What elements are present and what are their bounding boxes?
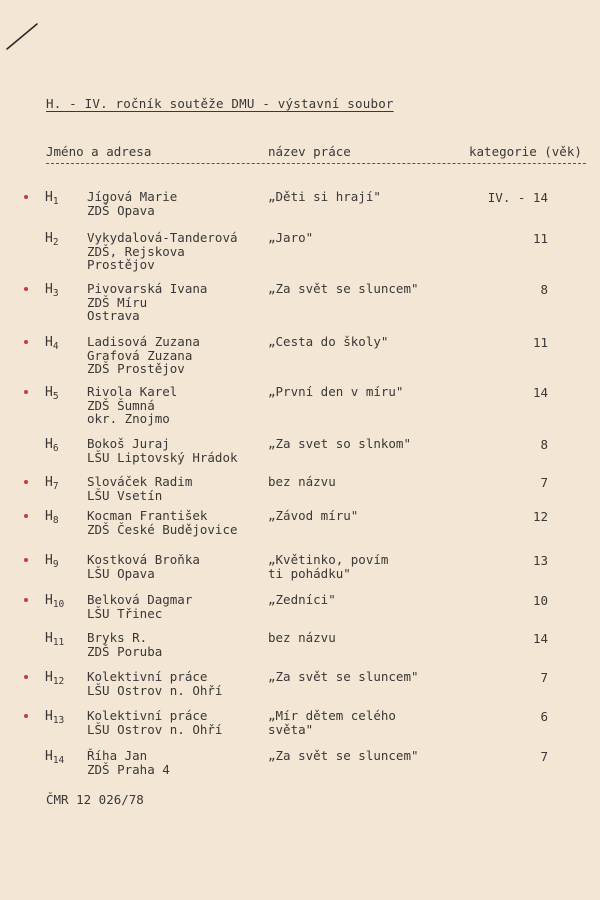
entry-work-title — [268, 385, 403, 399]
entry-work-title — [268, 709, 396, 736]
red-check-dot — [24, 598, 28, 602]
entry-code-letter: H — [45, 437, 53, 452]
name-line: Vykydalová-Tanderová — [87, 230, 238, 245]
entry-code-letter: H — [45, 593, 53, 608]
name-line: ZDŠ Poruba — [87, 643, 163, 659]
work-line: „Za svět se sluncem" — [268, 281, 419, 296]
entry-work-title — [268, 593, 336, 607]
entry-code-number: 1 — [52, 196, 59, 207]
entry-code-number: 3 — [52, 288, 59, 299]
entry-code-number: 9 — [52, 559, 59, 570]
entry-row — [0, 231, 600, 281]
entry-code-letter: H — [45, 749, 53, 764]
entry-code — [45, 749, 64, 764]
entry-code — [45, 593, 64, 608]
entry-work-title — [268, 335, 388, 349]
entry-code — [45, 670, 64, 685]
name-line: LŠU Liptovský Hrádok — [87, 449, 238, 465]
name-line: ZDŠ České Budějovice — [87, 521, 238, 537]
name-line: ZDŠ Míru — [87, 294, 148, 310]
entry-code-number: 14 — [52, 755, 65, 766]
entry-code-letter: H — [45, 670, 53, 685]
work-line: „Jaro" — [268, 230, 314, 245]
entry-category: IV. - 14 — [487, 190, 548, 205]
entry-code-letter: H — [45, 631, 53, 646]
footer-reference: ČMR 12 026/78 — [46, 792, 144, 807]
column-header-name: Jméno a adresa — [46, 144, 152, 159]
entry-work-title — [268, 231, 313, 245]
work-line: světa" — [268, 721, 314, 737]
name-line: Bokoš Juraj — [87, 436, 170, 451]
entry-name-address — [87, 709, 222, 736]
entry-name-address — [87, 190, 177, 217]
work-line: „Květinko, povím — [268, 552, 389, 567]
entry-category: 12 — [532, 509, 548, 524]
entry-code — [45, 190, 59, 205]
name-line: LŠU Ostrov n. Ohří — [87, 721, 223, 737]
entry-category: 11 — [532, 335, 548, 350]
name-line: Kolektivní práce — [87, 669, 208, 684]
entry-code-number: 8 — [52, 515, 59, 526]
entry-work-title — [268, 509, 358, 523]
entry-code-number: 10 — [52, 599, 65, 610]
entry-row — [0, 385, 600, 435]
entry-code-letter: H — [45, 231, 53, 246]
entry-work-title — [268, 631, 336, 645]
work-line: „Závod míru" — [268, 508, 359, 523]
entry-category: 7 — [540, 749, 548, 764]
work-line: „Cesta do školy" — [268, 334, 389, 349]
entry-category: 7 — [540, 670, 548, 685]
name-line: Pivovarská Ivana — [87, 281, 208, 296]
entry-code-letter: H — [45, 335, 53, 350]
entry-name-address — [87, 749, 170, 776]
entry-category: 10 — [532, 593, 548, 608]
entry-work-title — [268, 553, 388, 580]
entry-code — [45, 437, 59, 452]
name-line: LŠU Opava — [87, 565, 155, 581]
entry-code-number: 7 — [52, 481, 59, 492]
entry-name-address — [87, 282, 207, 323]
header-divider — [46, 163, 586, 164]
work-line: „Zedníci" — [268, 592, 336, 607]
name-line: LŠU Ostrov n. Ohří — [87, 682, 223, 698]
entry-code — [45, 335, 59, 350]
name-line: Grafová Zuzana — [87, 347, 193, 363]
entry-code-letter: H — [45, 475, 53, 490]
name-line: Kostková Broňka — [87, 552, 200, 567]
entry-category: 8 — [540, 437, 548, 452]
entry-work-title — [268, 749, 419, 763]
red-check-dot — [24, 480, 28, 484]
entry-code-letter: H — [45, 553, 53, 568]
work-line: „Za svět se sluncem" — [268, 748, 419, 763]
name-line: Prostějov — [87, 257, 155, 272]
entry-code — [45, 509, 59, 524]
name-line: ZDŠ Šumná — [87, 397, 155, 413]
name-line: Rivola Karel — [87, 384, 178, 399]
work-line: „Děti si hrají" — [268, 189, 381, 204]
name-line: Jígová Marie — [87, 189, 178, 204]
red-check-dot — [24, 287, 28, 291]
name-line: Bryks R. — [87, 630, 148, 645]
name-line: ZDŠ, Rejskova — [87, 243, 185, 259]
entry-category: 6 — [540, 709, 548, 724]
entry-category: 14 — [532, 631, 548, 646]
entry-code-number: 11 — [52, 637, 65, 648]
entry-code-letter: H — [45, 509, 53, 524]
entry-code-number: 13 — [52, 715, 65, 726]
document-title: H. - IV. ročník soutěže DMU - výstavní soubor — [46, 96, 394, 111]
red-check-dot — [24, 514, 28, 518]
name-line: Kolektivní práce — [87, 708, 208, 723]
entry-code — [45, 231, 59, 246]
entry-row — [0, 282, 600, 332]
entry-code — [45, 553, 59, 568]
name-line: ZDŠ Prostějov — [87, 361, 185, 376]
name-line: ZDŠ Opava — [87, 202, 155, 218]
red-check-dot — [24, 714, 28, 718]
work-line: „Za svět se sluncem" — [268, 669, 419, 684]
work-line: „První den v míru" — [268, 384, 404, 399]
work-line: bez názvu — [268, 474, 336, 489]
column-header-category: kategorie (věk) — [469, 144, 582, 159]
entry-work-title — [268, 437, 411, 451]
red-check-dot — [24, 390, 28, 394]
entry-category: 14 — [532, 385, 548, 400]
entry-name-address — [87, 509, 238, 536]
entry-name-address — [87, 593, 192, 620]
entry-name-address — [87, 670, 222, 697]
work-line: ti pohádku" — [268, 565, 351, 581]
work-line: bez názvu — [268, 630, 336, 645]
name-line: Kocman František — [87, 508, 208, 523]
entry-code-number: 12 — [52, 676, 65, 687]
pencil-slash-mark — [4, 20, 40, 52]
name-line: ZDŠ Praha 4 — [87, 761, 170, 777]
entry-name-address — [87, 437, 238, 464]
red-check-dot — [24, 340, 28, 344]
work-line: „Za svet so slnkom" — [268, 436, 411, 451]
entry-code-letter: H — [45, 385, 53, 400]
entry-category: 8 — [540, 282, 548, 297]
entry-name-address — [87, 385, 177, 426]
red-check-dot — [24, 558, 28, 562]
entry-row — [0, 335, 600, 385]
entry-name-address — [87, 553, 200, 580]
entry-code-letter: H — [45, 282, 53, 297]
name-line: Slováček Radim — [87, 474, 193, 489]
entry-name-address — [87, 631, 162, 658]
entry-code — [45, 631, 64, 646]
entry-work-title — [268, 475, 336, 489]
entry-work-title — [268, 190, 381, 204]
name-line: Ladisová Zuzana — [87, 334, 200, 349]
entry-code — [45, 709, 64, 724]
entry-code-number: 2 — [52, 237, 59, 248]
red-check-dot — [24, 675, 28, 679]
entry-category: 13 — [532, 553, 548, 568]
entry-code — [45, 385, 59, 400]
work-line: „Mír dětem celého — [268, 708, 396, 723]
entry-category: 11 — [532, 231, 548, 246]
name-line: okr. Znojmo — [87, 411, 170, 426]
name-line: Říha Jan — [87, 748, 148, 763]
red-check-dot — [24, 195, 28, 199]
entry-code-number: 4 — [52, 341, 59, 352]
name-line: Belková Dagmar — [87, 592, 193, 607]
entry-code-letter: H — [45, 709, 53, 724]
entry-code-number: 6 — [52, 443, 59, 454]
name-line: LŠU Třinec — [87, 605, 163, 621]
name-line: LŠU Vsetín — [87, 487, 163, 503]
entry-code — [45, 282, 59, 297]
entry-work-title — [268, 670, 419, 684]
name-line: Ostrava — [87, 308, 140, 323]
entry-category: 7 — [540, 475, 548, 490]
entry-code-letter: H — [45, 190, 53, 205]
column-header-work: název práce — [268, 144, 351, 159]
entry-name-address — [87, 335, 200, 376]
entry-work-title — [268, 282, 419, 296]
entry-code-number: 5 — [52, 391, 59, 402]
entry-name-address — [87, 231, 238, 272]
entry-code — [45, 475, 59, 490]
entry-name-address — [87, 475, 192, 502]
